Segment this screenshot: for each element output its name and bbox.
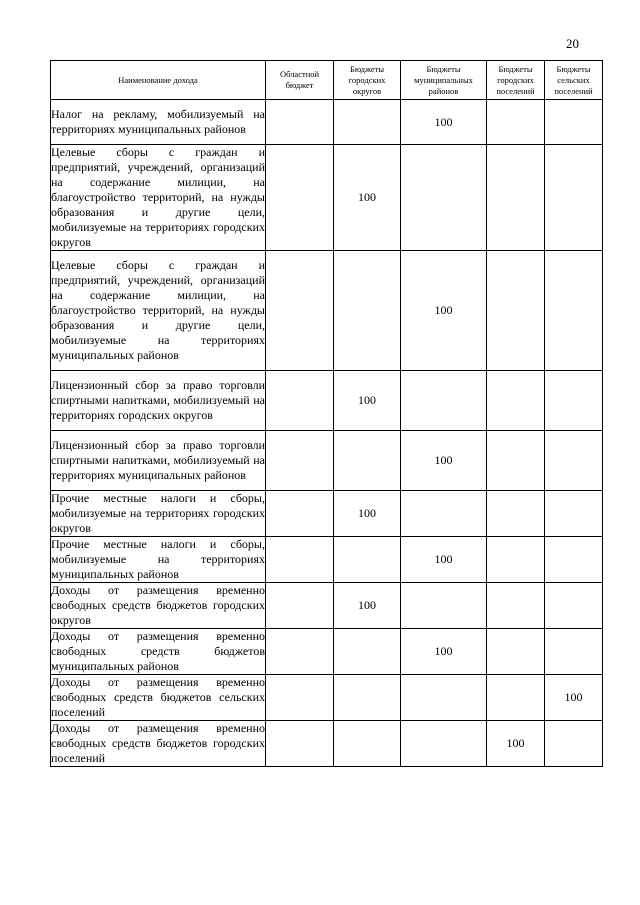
value-cell: 100 — [401, 431, 487, 491]
value-cell — [266, 629, 334, 675]
value-cell — [401, 371, 487, 431]
value-cell — [545, 371, 603, 431]
income-name-cell: Доходы от размещения временно свободных средств бюджетов городских поселений — [51, 721, 265, 765]
table-row — [51, 675, 603, 721]
value-cell — [545, 537, 603, 583]
value-cell — [487, 100, 545, 145]
value-cell — [334, 431, 401, 491]
value-cell — [334, 675, 401, 721]
value-cell: 100 — [334, 145, 401, 251]
value-cell — [334, 629, 401, 675]
income-name-cell: Прочие местные налоги и сборы, мобилизуемые на территориях муниципальных районов — [51, 537, 265, 581]
header-rural-settlement-budgets: Бюджеты сельских поселений — [545, 61, 603, 100]
value-cell — [266, 251, 334, 371]
value-cell — [545, 251, 603, 371]
table-row — [51, 145, 603, 251]
value-cell — [545, 629, 603, 675]
value-cell — [487, 537, 545, 583]
table-row — [51, 583, 603, 629]
table-row — [51, 431, 603, 491]
value-cell — [545, 100, 603, 145]
value-cell — [545, 721, 603, 767]
table-row — [51, 251, 603, 371]
value-cell — [487, 583, 545, 629]
value-cell — [266, 583, 334, 629]
value-cell — [401, 675, 487, 721]
header-municipal-district-budgets: Бюджеты муниципальных районов — [401, 61, 487, 100]
value-cell: 100 — [545, 675, 603, 721]
value-cell: 100 — [401, 251, 487, 371]
income-name-cell: Лицензионный сбор за право торговли спиртными напитками, мобилизуемый на территориях городских округов — [51, 371, 266, 431]
table-row — [51, 721, 603, 767]
table-row — [51, 629, 603, 675]
value-cell — [545, 431, 603, 491]
value-cell — [487, 431, 545, 491]
header-city-district-budgets: Бюджеты городских округов — [334, 61, 401, 100]
table-header-row — [51, 61, 603, 100]
income-name-cell: Доходы от размещения временно свободных средств бюджетов муниципальных районов — [51, 629, 265, 673]
value-cell — [401, 721, 487, 767]
header-urban-settlement-budgets: Бюджеты городских поселений — [487, 61, 545, 100]
value-cell — [487, 145, 545, 251]
value-cell — [266, 371, 334, 431]
value-cell — [266, 675, 334, 721]
value-cell — [334, 251, 401, 371]
value-cell — [266, 431, 334, 491]
value-cell — [334, 721, 401, 767]
value-cell — [545, 145, 603, 251]
value-cell: 100 — [401, 629, 487, 675]
value-cell — [266, 145, 334, 251]
value-cell — [487, 371, 545, 431]
header-income-name: Наименование дохода — [51, 61, 266, 100]
value-cell: 100 — [334, 491, 401, 537]
value-cell — [487, 251, 545, 371]
table-row — [51, 537, 603, 583]
value-cell — [401, 491, 487, 537]
value-cell: 100 — [401, 100, 487, 145]
income-name-cell: Прочие местные налоги и сборы, мобилизуемые на территориях городских округов — [51, 491, 265, 535]
table-row — [51, 491, 603, 537]
value-cell — [266, 537, 334, 583]
page-number: 20 — [566, 36, 579, 51]
income-name-cell: Лицензионный сбор за право торговли спиртными напитками, мобилизуемый на территориях муниципальных районов — [51, 431, 266, 491]
value-cell — [266, 100, 334, 145]
value-cell — [545, 491, 603, 537]
header-regional-budget: Областной бюджет — [266, 61, 334, 100]
income-name-cell: Целевые сборы с граждан и предприятий, учреждений, организаций на содержание милиции, на благоустройство территорий, на нужды образования и другие цели, мобилизуемые на территориях муниципальных районов — [51, 251, 266, 371]
value-cell — [487, 629, 545, 675]
value-cell — [334, 537, 401, 583]
value-cell — [266, 491, 334, 537]
value-cell — [487, 491, 545, 537]
value-cell — [401, 145, 487, 251]
income-name-cell: Налог на рекламу, мобилизуемый на территориях муниципальных районов — [51, 100, 266, 145]
value-cell — [487, 675, 545, 721]
value-cell: 100 — [401, 537, 487, 583]
value-cell — [266, 721, 334, 767]
table-row — [51, 100, 603, 145]
revenue-distribution-table — [50, 60, 603, 767]
income-name-cell: Доходы от размещения временно свободных средств бюджетов сельских поселений — [51, 675, 265, 719]
value-cell: 100 — [334, 371, 401, 431]
income-name-cell: Доходы от размещения временно свободных средств бюджетов городских округов — [51, 583, 265, 627]
value-cell: 100 — [334, 583, 401, 629]
value-cell — [334, 100, 401, 145]
value-cell: 100 — [487, 721, 545, 767]
value-cell — [401, 583, 487, 629]
income-name-cell: Целевые сборы с граждан и предприятий, учреждений, организаций на содержание милиции, на благоустройство территорий, на нужды образования и другие цели, мобилизуемые на территориях городских округов — [51, 145, 265, 249]
table-row — [51, 371, 603, 431]
value-cell — [545, 583, 603, 629]
